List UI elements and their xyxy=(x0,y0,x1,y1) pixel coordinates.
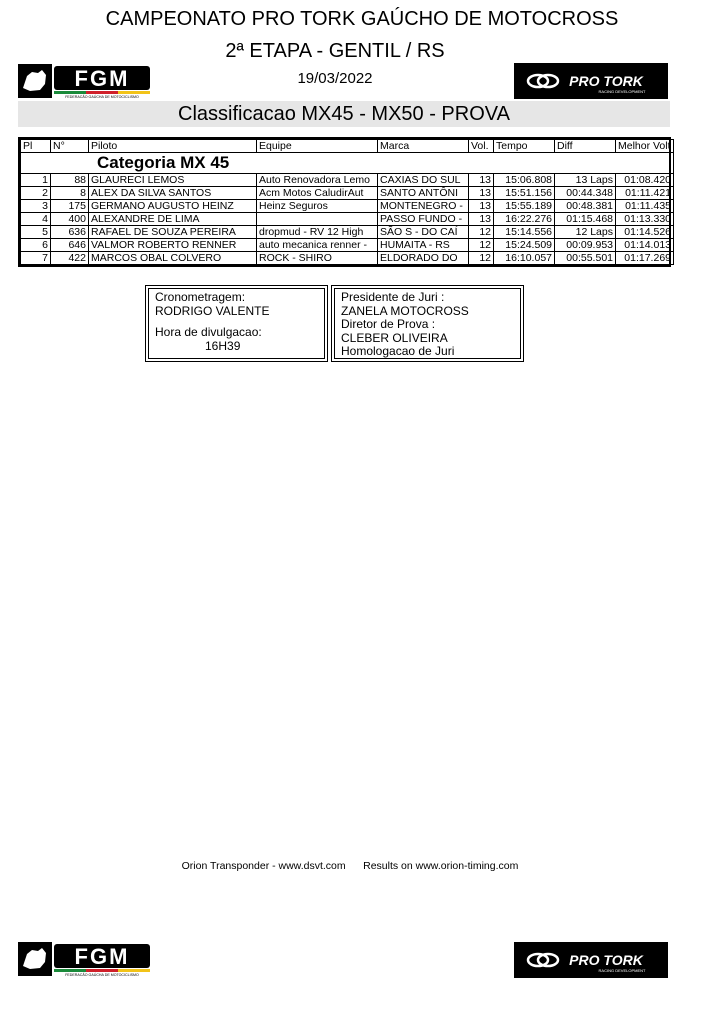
cell-tempo: 15:51.156 xyxy=(494,187,555,200)
cell-equipe: ROCK - SHIRO xyxy=(257,252,378,265)
protork-logo-text: PRO TORK xyxy=(569,73,643,89)
fgm-logo-footer-subtitle: FEDERAÇÃO GAÚCHA DE MOTOCICLISMO xyxy=(65,973,139,976)
jury-president-label: Presidente de Juri : xyxy=(341,290,445,304)
footer-credits: Orion Transponder - www.dsvt.com Results on www.orion-timing.com xyxy=(181,860,519,872)
cell-tempo: 15:06.808 xyxy=(494,174,555,187)
cell-tempo: 16:22.276 xyxy=(494,213,555,226)
cell-equipe xyxy=(257,213,378,226)
cell-diff: 13 Laps xyxy=(555,174,616,187)
cell-number: 422 xyxy=(51,252,89,265)
race-director-label: Diretor de Prova : xyxy=(341,317,436,331)
fgm-logo-footer-text: FGM xyxy=(74,944,130,969)
timing-info-box xyxy=(145,285,328,362)
release-time-label: Hora de divulgacao: xyxy=(155,325,262,339)
fgm-logo-text: FGM xyxy=(74,66,130,91)
table-row xyxy=(21,213,674,226)
col-header-tempo: Tempo xyxy=(494,140,555,153)
cell-voltas: 13 xyxy=(469,187,494,200)
cell-tempo: 16:10.057 xyxy=(494,252,555,265)
cell-voltas: 12 xyxy=(469,252,494,265)
classification-title: Classificacao MX45 - MX50 - PROVA xyxy=(18,101,670,127)
cell-piloto: ALEX DA SILVA SANTOS xyxy=(89,187,257,200)
results-table xyxy=(18,137,671,267)
cell-piloto: ALEXANDRE DE LIMA xyxy=(89,213,257,226)
cell-voltas: 12 xyxy=(469,239,494,252)
table-row xyxy=(21,200,674,213)
race-director-value: CLEBER OLIVEIRA xyxy=(341,330,448,345)
col-header-diff: Diff xyxy=(555,140,616,153)
cell-diff: 12 Laps xyxy=(555,226,616,239)
table-header xyxy=(21,140,674,153)
championship-title: CAMPEONATO PRO TORK GAÚCHO DE MOTOCROSS xyxy=(105,8,619,30)
category-label: Categoria MX 45 xyxy=(21,153,674,174)
release-time-value: 16H39 xyxy=(205,338,241,353)
cell-melhor-volta: 01:08.420 xyxy=(616,174,674,187)
cell-voltas: 13 xyxy=(469,174,494,187)
col-header-voltas: Vol. xyxy=(469,140,494,153)
table-row xyxy=(21,226,674,239)
cell-number: 175 xyxy=(51,200,89,213)
table-row xyxy=(21,187,674,200)
cell-number: 400 xyxy=(51,213,89,226)
timing-value: RODRIGO VALENTE xyxy=(155,303,270,318)
cell-voltas: 13 xyxy=(469,200,494,213)
cell-number: 88 xyxy=(51,174,89,187)
cell-marca: SÃO S - DO CAÍ xyxy=(378,226,469,239)
cell-tempo: 15:14.556 xyxy=(494,226,555,239)
cell-equipe: auto mecanica renner - xyxy=(257,239,378,252)
protork-logo xyxy=(514,63,668,99)
cell-number: 8 xyxy=(51,187,89,200)
cell-marca: PASSO FUNDO - xyxy=(378,213,469,226)
cell-melhor-volta: 01:14.013 xyxy=(616,239,674,252)
cell-piloto: GERMANO AUGUSTO HEINZ xyxy=(89,200,257,213)
cell-marca: CAXIAS DO SUL xyxy=(378,174,469,187)
cell-marca: HUMAITA - RS xyxy=(378,239,469,252)
cell-tempo: 15:55.189 xyxy=(494,200,555,213)
cell-diff: 00:48.381 xyxy=(555,200,616,213)
cell-pl: 5 xyxy=(21,226,51,239)
cell-melhor-volta: 01:14.526 xyxy=(616,226,674,239)
category-row xyxy=(21,153,674,174)
cell-marca: ELDORADO DO xyxy=(378,252,469,265)
protork-logo-footer-subtitle: RACING DEVELOPMENT xyxy=(598,968,646,973)
col-header-piloto: Piloto xyxy=(89,140,257,153)
cell-melhor-volta: 01:11.435 xyxy=(616,200,674,213)
cell-pl: 6 xyxy=(21,239,51,252)
col-header-marca: Marca xyxy=(378,140,469,153)
cell-piloto: RAFAEL DE SOUZA PEREIRA xyxy=(89,226,257,239)
col-header-pl: Pl xyxy=(21,140,51,153)
cell-pl: 1 xyxy=(21,174,51,187)
col-header-equipe: Equipe xyxy=(257,140,378,153)
col-header-number: N° xyxy=(51,140,89,153)
cell-pl: 3 xyxy=(21,200,51,213)
cell-piloto: GLAURECI LEMOS xyxy=(89,174,257,187)
cell-equipe: Acm Motos CaludirAut xyxy=(257,187,378,200)
cell-pl: 2 xyxy=(21,187,51,200)
col-header-melhor-volta: Melhor Volt xyxy=(616,140,674,153)
cell-marca: MONTENEGRO - xyxy=(378,200,469,213)
cell-voltas: 12 xyxy=(469,226,494,239)
cell-melhor-volta: 01:13.330 xyxy=(616,213,674,226)
table-row xyxy=(21,239,674,252)
fgm-logo-subtitle: FEDERAÇÃO GAÚCHA DE MOTOCICLISMO xyxy=(65,95,139,98)
fgm-logo xyxy=(18,64,152,98)
cell-melhor-volta: 01:17.269 xyxy=(616,252,674,265)
cell-equipe: Auto Renovadora Lemo xyxy=(257,174,378,187)
event-date: 19/03/2022 xyxy=(297,70,373,87)
cell-melhor-volta: 01:11.421 xyxy=(616,187,674,200)
cell-marca: SANTO ANTÔNI xyxy=(378,187,469,200)
cell-diff: 00:44.348 xyxy=(555,187,616,200)
table-row xyxy=(21,174,674,187)
protork-logo-subtitle: RACING DEVELOPMENT xyxy=(598,89,646,94)
cell-piloto: VALMOR ROBERTO RENNER xyxy=(89,239,257,252)
cell-equipe: dropmud - RV 12 High xyxy=(257,226,378,239)
table-row xyxy=(21,252,674,265)
cell-number: 646 xyxy=(51,239,89,252)
cell-diff: 00:55.501 xyxy=(555,252,616,265)
cell-pl: 7 xyxy=(21,252,51,265)
cell-diff: 01:15.468 xyxy=(555,213,616,226)
cell-piloto: MARCOS OBAL COLVERO xyxy=(89,252,257,265)
cell-tempo: 15:24.509 xyxy=(494,239,555,252)
jury-info-box xyxy=(331,285,524,362)
jury-president-value: ZANELA MOTOCROSS xyxy=(341,303,469,318)
cell-pl: 4 xyxy=(21,213,51,226)
protork-logo-footer-text: PRO TORK xyxy=(569,952,643,968)
protork-logo-footer xyxy=(514,942,668,978)
cell-voltas: 13 xyxy=(469,213,494,226)
fgm-logo-footer xyxy=(18,942,152,976)
cell-diff: 00:09.953 xyxy=(555,239,616,252)
cell-number: 636 xyxy=(51,226,89,239)
jury-homologation: Homologacao de Juri xyxy=(341,344,455,358)
timing-label: Cronometragem: xyxy=(155,290,246,304)
stage-title: 2ª ETAPA - GENTIL / RS xyxy=(225,40,445,62)
cell-equipe: Heinz Seguros xyxy=(257,200,378,213)
